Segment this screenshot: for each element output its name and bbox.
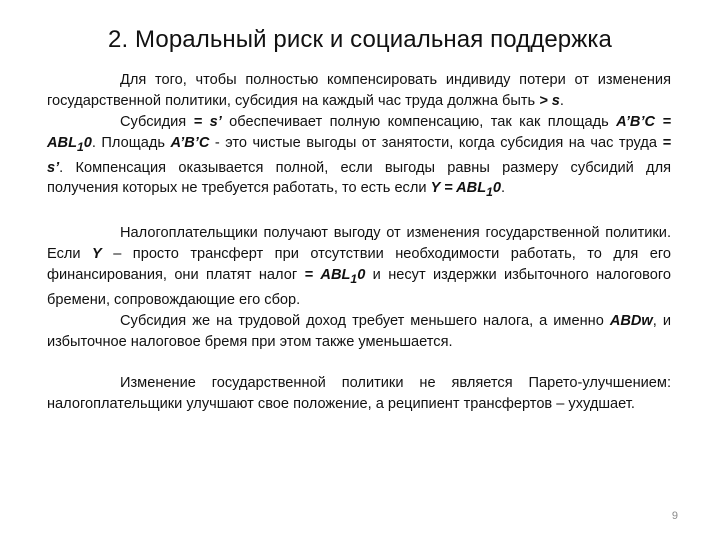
- paragraph-2: Субсидия = s’ обеспечивает полную компенсацию, так как площадь A’B’C = $ABL_10$. Площадь A’B’C - это чистые выгоды от занятости, когда субсидия на час труда = s’. Компенсация оказывается полной, если выгоды равны размеру субсидий для получения которых не требуется работать, то есть если $Y = ABL_10$.: [47, 113, 671, 200]
- page-number: 9: [671, 510, 678, 522]
- paragraph-1: Для того, чтобы полностью компенсировать индивиду потери от изменения государственной политики, субсидия на каждый час труда должна быть > s.: [47, 72, 671, 109]
- paragraph-4: Субсидия же на трудовой доход требует меньшего налога, а именно ABDw, и избыточное налоговое бремя при этом также уменьшается.: [47, 312, 671, 350]
- paragraph-3: Налогоплательщики получают выгоду от изменения государственной политики. Если Y – просто трансферт при отсутствии необходимости работать, то для его финансирования, они платят налог = $ABL_10$ и несут издержки избыточного налогового бремени, сопровождающие его сбор.: [47, 225, 672, 308]
- paragraph-5: Изменение государственной политики не является Парето-улучшением: налогоплательщики улучшают свое положение, а реципиент трансфертов – ухудшает.: [47, 374, 671, 412]
- slide-title: 2. Моральный риск и социальная поддержка: [108, 26, 612, 53]
- slide-body: [47, 70, 671, 414]
